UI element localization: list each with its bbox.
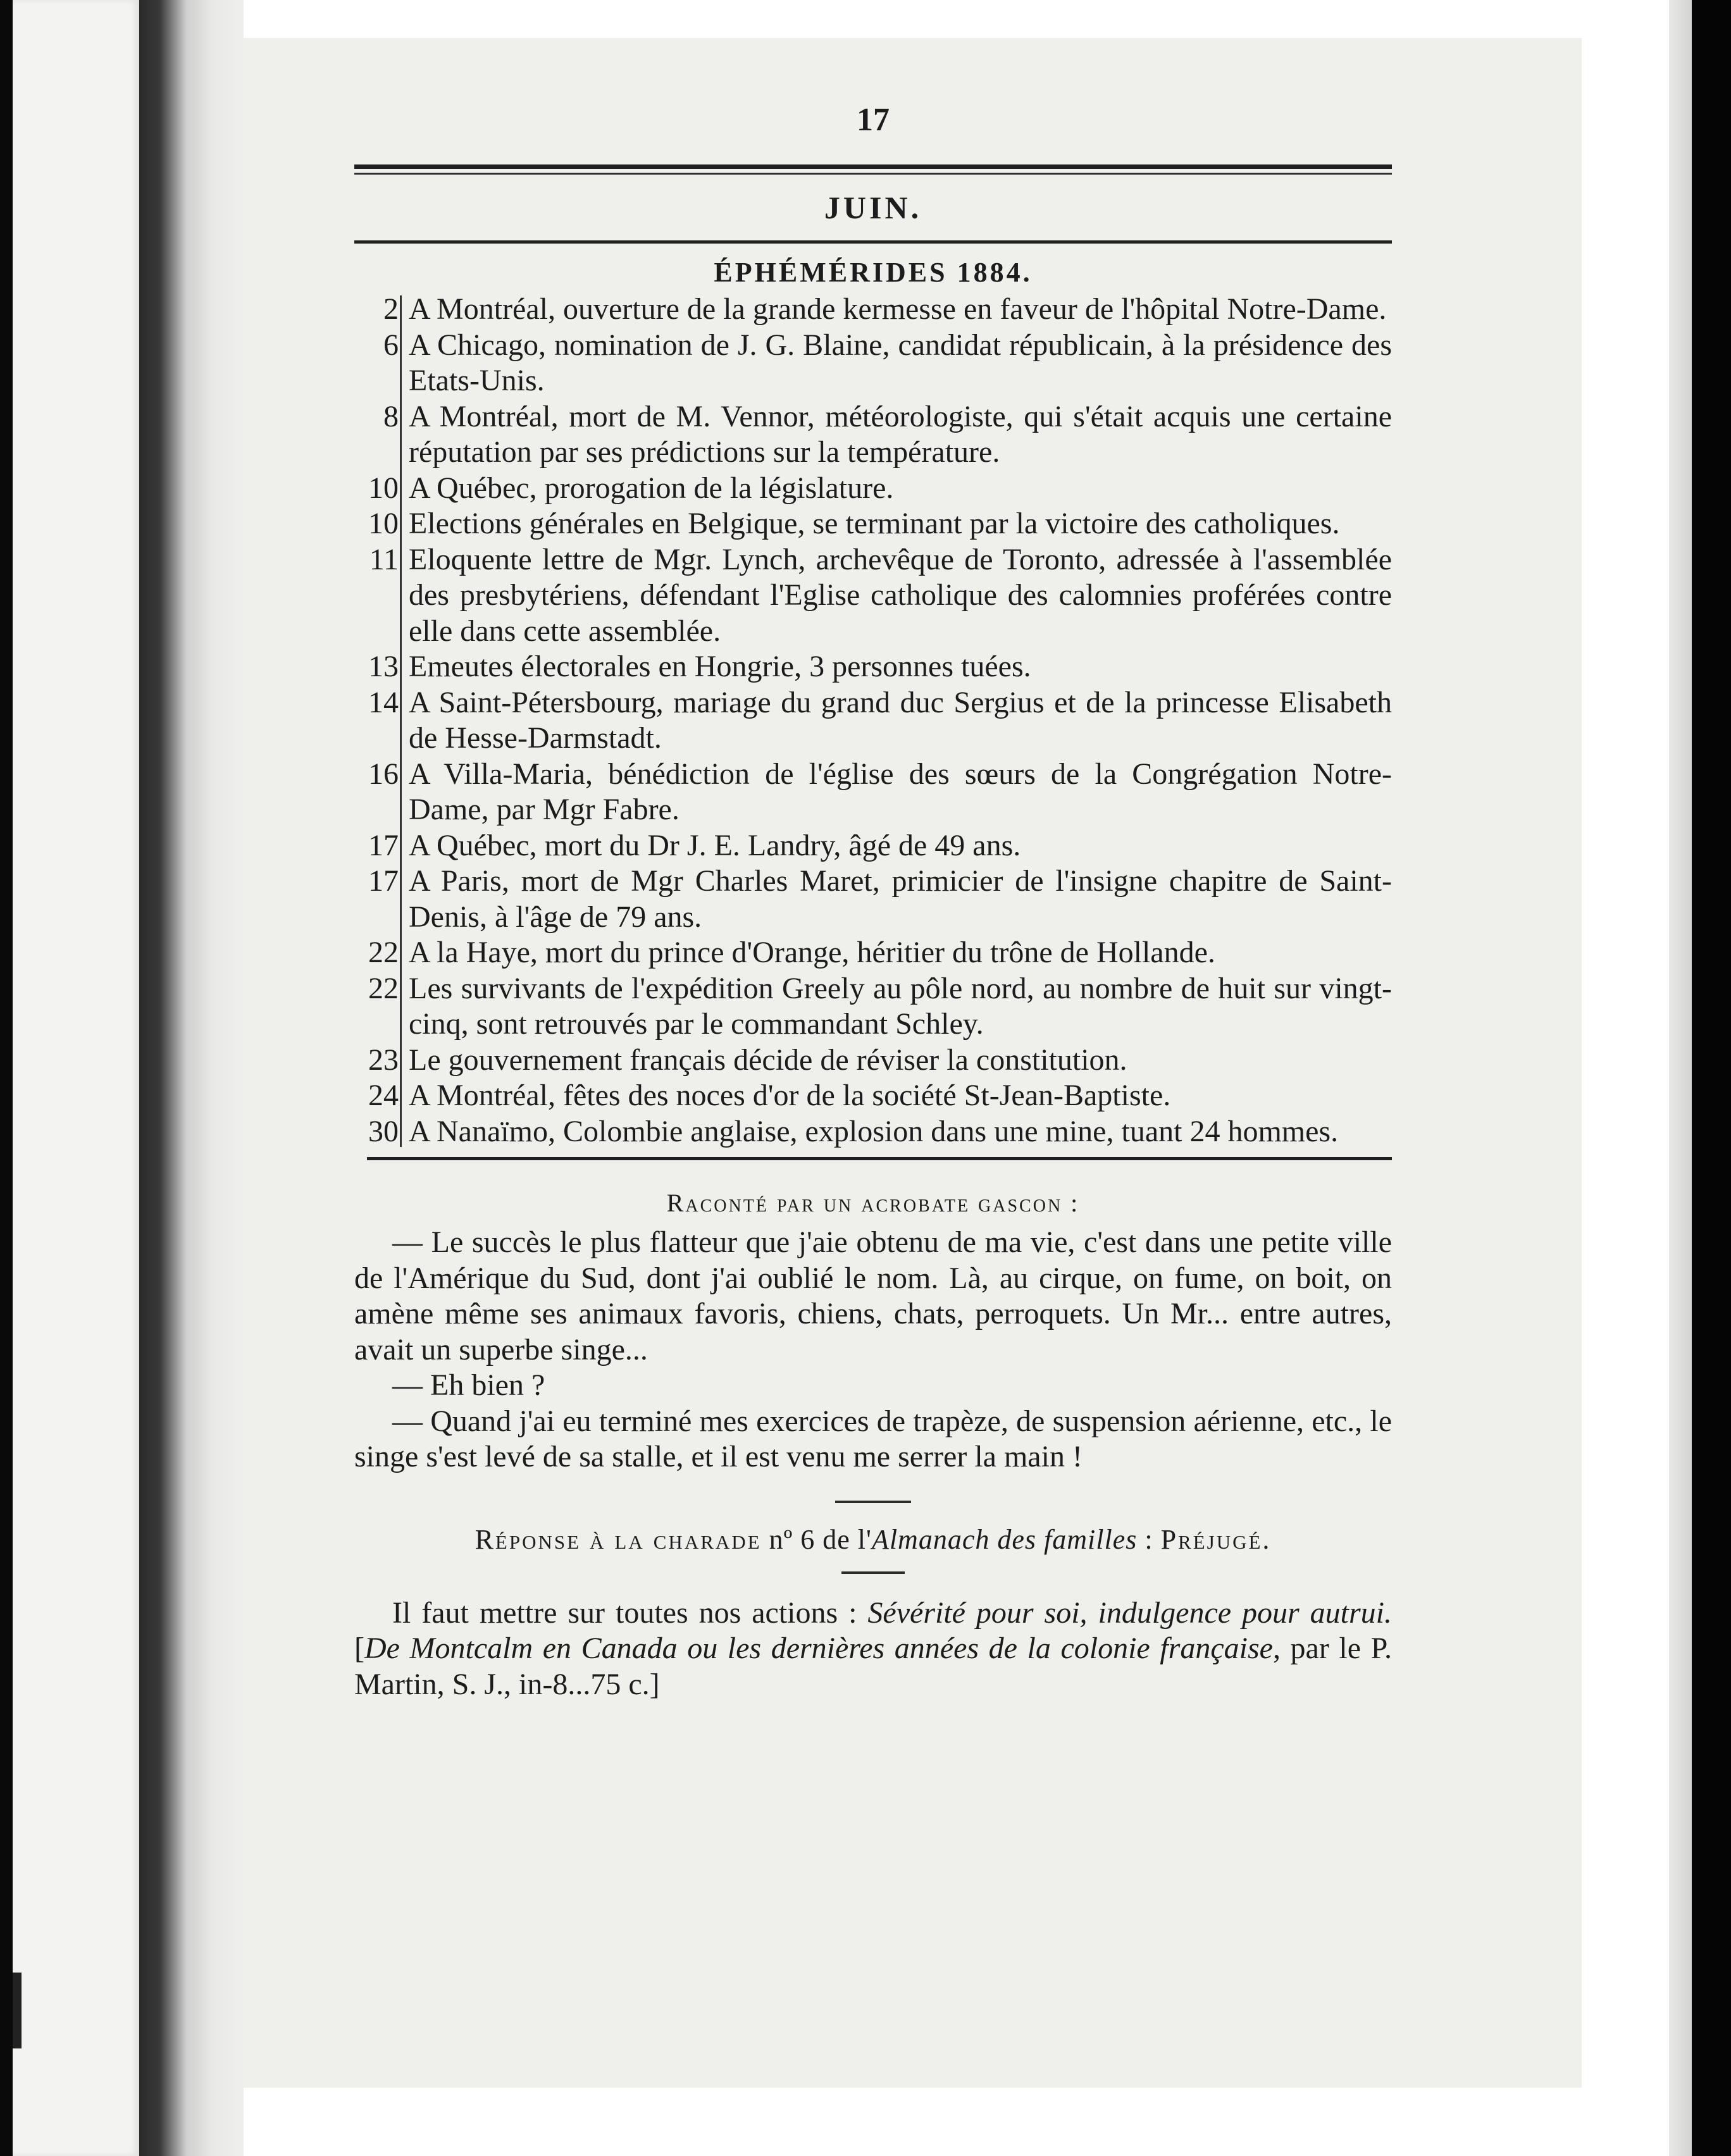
maxim-paragraph: [354, 1595, 1392, 1703]
scan-left-border: [0, 0, 13, 2156]
answer-connector: de l': [822, 1523, 872, 1555]
page-number: 17: [857, 102, 890, 138]
answer-source: Almanach des familles: [871, 1523, 1138, 1555]
entry-day: 13: [368, 650, 399, 683]
entry-day: 14: [368, 685, 399, 719]
list-item: [354, 292, 1392, 328]
entry-day: 17: [368, 828, 399, 862]
list-item: [354, 1114, 1392, 1150]
list-item: [354, 1078, 1392, 1114]
story-title: Raconté par un acrobate gascon :: [666, 1189, 1080, 1217]
entry-day: 16: [368, 757, 399, 791]
month-title: JUIN.: [824, 190, 922, 225]
story-body: [354, 1225, 1392, 1475]
entry-day: 8: [383, 399, 399, 433]
list-item: [354, 828, 1392, 864]
list-item: [354, 757, 1392, 828]
entry-text: A Chicago, nomination de J. G. Blaine, candidat républicain, à la présidence des Etats-Unis.: [409, 328, 1392, 397]
list-item: [354, 542, 1392, 650]
section-divider: [367, 1157, 1392, 1160]
page-edge-right: [1669, 0, 1692, 2156]
header-rule-thin: [354, 173, 1392, 175]
story-paragraph: — Eh bien ?: [392, 1368, 545, 1402]
story-paragraph: — Le succès le plus flatteur que j'aie obtenu de ma vie, c'est dans une petite ville de l'Amérique du Sud, dont j'ai oublié le nom. Là, au cirque, on fume, on boit, on amène même ses animaux favoris, chiens, chats, perroquets. Un Mr... entre autres, avait un superbe singe...: [354, 1225, 1392, 1366]
entry-day: 30: [368, 1114, 399, 1148]
day-column-rule: [400, 295, 402, 1147]
entry-text: A Nanaïmo, Colombie anglaise, explosion dans une mine, tuant 24 hommes.: [409, 1114, 1339, 1148]
month-rule: [354, 240, 1392, 244]
entry-text: A Villa-Maria, bénédiction de l'église des sœurs de la Congrégation Notre-Dame, par Mgr Fabre.: [409, 757, 1392, 826]
entry-text: Le gouvernement français décide de réviser la constitution.: [409, 1043, 1127, 1077]
list-item: [354, 506, 1392, 542]
facing-page-edge: [13, 0, 139, 2156]
entry-text: A Montréal, ouverture de la grande kermesse en faveur de l'hôpital Notre-Dame.: [409, 292, 1387, 326]
page-content: [354, 101, 1392, 1733]
entry-text: A la Haye, mort du prince d'Orange, héritier du trône de Hollande.: [409, 936, 1215, 969]
book-gutter: [139, 0, 244, 2156]
list-item: [354, 328, 1392, 399]
short-divider: [835, 1501, 911, 1503]
entry-day: 10: [368, 471, 399, 505]
entry-text: Eloquente lettre de Mgr. Lynch, archevêque de Toronto, adressée à l'assemblée des presbytériens, défendant l'Eglise catholique des calomnies proférées contre elle dans cette assemblée.: [409, 542, 1392, 648]
entry-text: A Montréal, fêtes des noces d'or de la société St-Jean-Baptiste.: [409, 1079, 1171, 1112]
list-item: [354, 685, 1392, 757]
facing-page-mark: [13, 1973, 22, 2048]
entry-day: 2: [383, 292, 399, 326]
entry-text: A Québec, prorogation de la législature.: [409, 471, 894, 505]
entry-text: Elections générales en Belgique, se terminant par la victoire des catholiques.: [409, 507, 1340, 540]
entry-text: A Saint-Pétersbourg, mariage du grand duc Sergius et de la princesse Elisabeth de Hesse-Darmstadt.: [409, 685, 1392, 755]
list-item: [354, 935, 1392, 971]
almanac-page: [244, 38, 1582, 2088]
entry-day: 22: [368, 936, 399, 969]
entry-text: Les survivants de l'expédition Greely au pôle nord, au nombre de huit sur vingt-cinq, sont retrouvés par le commandant Schley.: [409, 971, 1392, 1041]
entry-text: A Montréal, mort de M. Vennor, météorologiste, qui s'était acquis une certaine réputation par ses prédictions sur la température.: [409, 399, 1392, 469]
charade-answer: [354, 1522, 1392, 1558]
list-item: [354, 399, 1392, 471]
entry-day: 6: [383, 328, 399, 362]
header-rule-thick: [354, 164, 1392, 169]
entry-text: A Paris, mort de Mgr Charles Maret, primicier de l'insigne chapitre de Saint-Denis, à l'âge de 79 ans.: [409, 864, 1392, 934]
ephemerides-heading: ÉPHÉMÉRIDES 1884.: [714, 257, 1033, 288]
entry-day: 17: [368, 864, 399, 898]
ephemerides-list: [354, 292, 1392, 1149]
list-item: [354, 471, 1392, 507]
maxim-bracket: [: [354, 1632, 364, 1665]
maxim-citation: , par le P. Martin, S. J., in-8...75 c.]: [354, 1632, 1392, 1701]
entry-day: 11: [369, 542, 399, 576]
maxim-book-title: De Montcalm en Canada ou les dernières années de la colonie française: [364, 1632, 1273, 1665]
maxim-lead: Il faut mettre sur toutes nos actions :: [392, 1595, 868, 1630]
entry-day: 22: [368, 971, 399, 1005]
answer-number: nº 6: [769, 1523, 816, 1555]
entry-text: A Québec, mort du Dr J. E. Landry, âgé de 49 ans.: [409, 828, 1021, 862]
answer-label: Réponse à la charade: [475, 1523, 762, 1555]
list-item: [354, 649, 1392, 685]
scan-right-border: [1692, 0, 1731, 2156]
entry-text: Emeutes électorales en Hongrie, 3 personnes tuées.: [409, 650, 1031, 683]
entry-day: 24: [368, 1079, 399, 1112]
answer-separator: :: [1137, 1523, 1161, 1555]
maxim-quote: Sévérité pour soi, indulgence pour autrui.: [867, 1595, 1393, 1630]
entry-day: 23: [368, 1043, 399, 1077]
list-item: [354, 1043, 1392, 1079]
story-paragraph: — Quand j'ai eu terminé mes exercices de trapèze, de suspension aérienne, etc., le singe s'est levé de sa stalle, et il est venu me serrer la main !: [354, 1404, 1392, 1473]
answer-solution: Préjugé.: [1160, 1523, 1272, 1555]
list-item: [354, 971, 1392, 1043]
short-divider: [841, 1571, 905, 1574]
list-item: [354, 864, 1392, 935]
entry-day: 10: [368, 507, 399, 540]
